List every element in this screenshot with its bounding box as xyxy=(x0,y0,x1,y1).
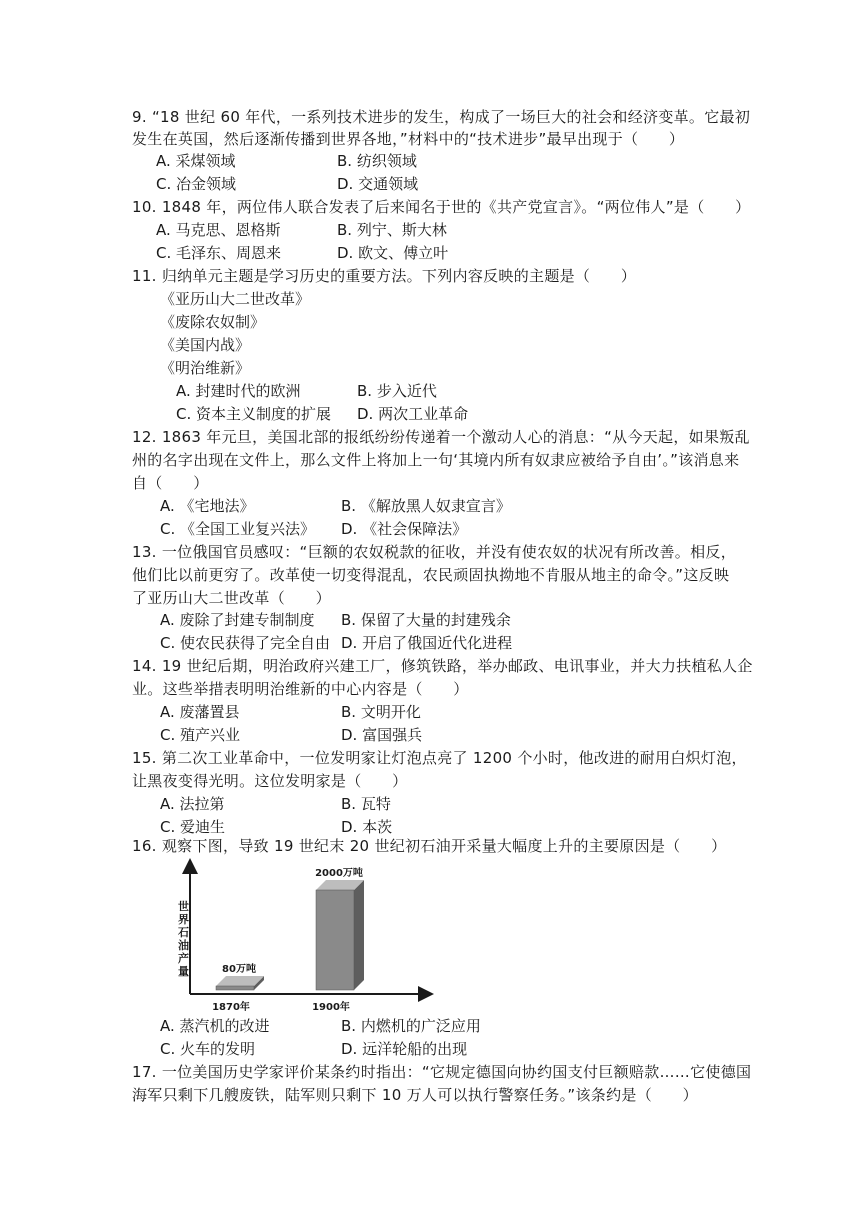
q15-option-a[interactable]: A. 法拉第 xyxy=(160,795,225,813)
q11-item-1: 《亚历山大二世改革》 xyxy=(160,290,311,308)
q11-item-4: 《明治维新》 xyxy=(160,359,251,377)
q14-option-a[interactable]: A. 废藩置县 xyxy=(160,703,240,721)
q16-option-d[interactable]: D. 远洋轮船的出现 xyxy=(341,1040,468,1058)
q12-stem-line2: 州的名字出现在文件上，那么文件上将加上一句‘其境内所有奴隶应被给予自由’。”该消息来 xyxy=(132,451,740,469)
q9-stem-line1: 9. “18 世纪 60 年代，一系列技术进步的发生，构成了一场巨大的社会和经济变革。它最初 xyxy=(132,108,751,126)
q9-option-a[interactable]: A. 采煤领域 xyxy=(156,152,236,170)
q14-stem-line1: 14. 19 世纪后期，明治政府兴建工厂，修筑铁路，举办邮政、电讯事业，并大力扶植私人企 xyxy=(132,657,753,675)
q11-item-2: 《废除农奴制》 xyxy=(160,313,266,331)
q11-option-d[interactable]: D. 两次工业革命 xyxy=(357,405,469,423)
q11-option-a[interactable]: A. 封建时代的欧洲 xyxy=(176,382,301,400)
q15-option-b[interactable]: B. 瓦特 xyxy=(341,795,391,813)
data-label-0: 80万吨 xyxy=(222,964,256,975)
q13-stem-line2: 他们比以前更穷了。改革使一切变得混乱，农民顽固执拗地不肯服从地主的命令。”这反映 xyxy=(132,566,730,584)
bar-side-1 xyxy=(354,880,364,990)
q12-stem-line3: 自（ ） xyxy=(132,474,209,492)
x-tick-label-1: 1900年 xyxy=(312,1002,350,1013)
q14-option-c[interactable]: C. 殖产兴业 xyxy=(160,726,241,744)
q13-option-b[interactable]: B. 保留了大量的封建残余 xyxy=(341,611,511,629)
q13-stem-line1: 13. 一位俄国官员感叹：“巨额的农奴税款的征收，并没有使农奴的状况有所改善。相反， xyxy=(132,543,736,561)
q11-option-b[interactable]: B. 步入近代 xyxy=(357,382,437,400)
bar-0 xyxy=(216,986,254,990)
q12-option-a[interactable]: A. 《宅地法》 xyxy=(160,497,255,515)
q12-option-d[interactable]: D. 《社会保障法》 xyxy=(341,520,468,538)
q9-stem-line2: 发生在英国，然后逐渐传播到世界各地，”材料中的“技术进步”最早出现于（ ） xyxy=(132,130,685,148)
q15-option-d[interactable]: D. 本茨 xyxy=(341,818,393,836)
q16-stem-line1: 16. 观察下图，导致 19 世纪末 20 世纪初石油开采量大幅度上升的主要原因是（ ） xyxy=(132,837,727,855)
oil-production-chart xyxy=(168,858,438,1040)
q11-option-c[interactable]: C. 资本主义制度的扩展 xyxy=(176,405,332,423)
q16-option-a[interactable]: A. 蒸汽机的改进 xyxy=(160,1017,270,1035)
q16-option-b[interactable]: B. 内燃机的广泛应用 xyxy=(341,1017,481,1035)
q12-stem-line1: 12. 1863 年元旦，美国北部的报纸纷纷传递着一个激动人心的消息：“从今天起，如果叛乱 xyxy=(132,428,750,446)
q17-stem-line2: 海军只剩下几艘废铁，陆军则只剩下 10 万人可以执行警察任务。”该条约是（ ） xyxy=(132,1086,698,1104)
data-label-1: 2000万吨 xyxy=(315,868,363,879)
q13-option-d[interactable]: D. 开启了俄国近代化进程 xyxy=(341,634,513,652)
y-axis-label: 世界石油产量 xyxy=(178,900,189,978)
q16-option-c[interactable]: C. 火车的发明 xyxy=(160,1040,256,1058)
q15-option-c[interactable]: C. 爱迪生 xyxy=(160,818,226,836)
q11-item-3: 《美国内战》 xyxy=(160,336,251,354)
q12-option-c[interactable]: C. 《全国工业复兴法》 xyxy=(160,520,316,538)
bar-1 xyxy=(316,890,354,990)
q10-option-b[interactable]: B. 列宁、斯大林 xyxy=(337,221,447,239)
q9-option-c[interactable]: C. 冶金领域 xyxy=(156,175,237,193)
q14-option-b[interactable]: B. 文明开化 xyxy=(341,703,421,721)
q15-stem-line2: 让黑夜变得光明。这位发明家是（ ） xyxy=(132,772,408,790)
q13-option-a[interactable]: A. 废除了封建专制制度 xyxy=(160,611,315,629)
q13-stem-line3: 了亚历山大二世改革（ ） xyxy=(132,589,331,607)
q14-option-d[interactable]: D. 富国强兵 xyxy=(341,726,423,744)
q11-stem-line1: 11. 归纳单元主题是学习历史的重要方法。下列内容反映的主题是（ ） xyxy=(132,267,637,285)
q15-stem-line1: 15. 第二次工业革命中，一位发明家让灯泡点亮了 1200 个小时，他改进的耐用白炽灯泡， xyxy=(132,749,747,767)
q9-option-b[interactable]: B. 纺织领域 xyxy=(337,152,417,170)
q10-option-c[interactable]: C. 毛泽东、周恩来 xyxy=(156,244,282,262)
q10-option-a[interactable]: A. 马克思、恩格斯 xyxy=(156,221,281,239)
q9-option-d[interactable]: D. 交通领域 xyxy=(337,175,419,193)
q12-option-b[interactable]: B. 《解放黑人奴隶宣言》 xyxy=(341,497,511,515)
q13-option-c[interactable]: C. 使农民获得了完全自由 xyxy=(160,634,331,652)
q14-stem-line2: 业。这些举措表明明治维新的中心内容是（ ） xyxy=(132,680,469,698)
x-tick-label-0: 1870年 xyxy=(212,1002,250,1013)
bars-group xyxy=(212,866,364,1013)
q17-stem-line1: 17. 一位美国历史学家评价某条约时指出：“它规定德国向协约国支付巨额赔款……它使德国 xyxy=(132,1063,752,1081)
q10-stem-line1: 10. 1848 年，两位伟人联合发表了后来闻名于世的《共产党宣言》。“两位伟人”是（ ） xyxy=(132,198,751,216)
q10-option-d[interactable]: D. 欧文、傅立叶 xyxy=(337,244,449,262)
